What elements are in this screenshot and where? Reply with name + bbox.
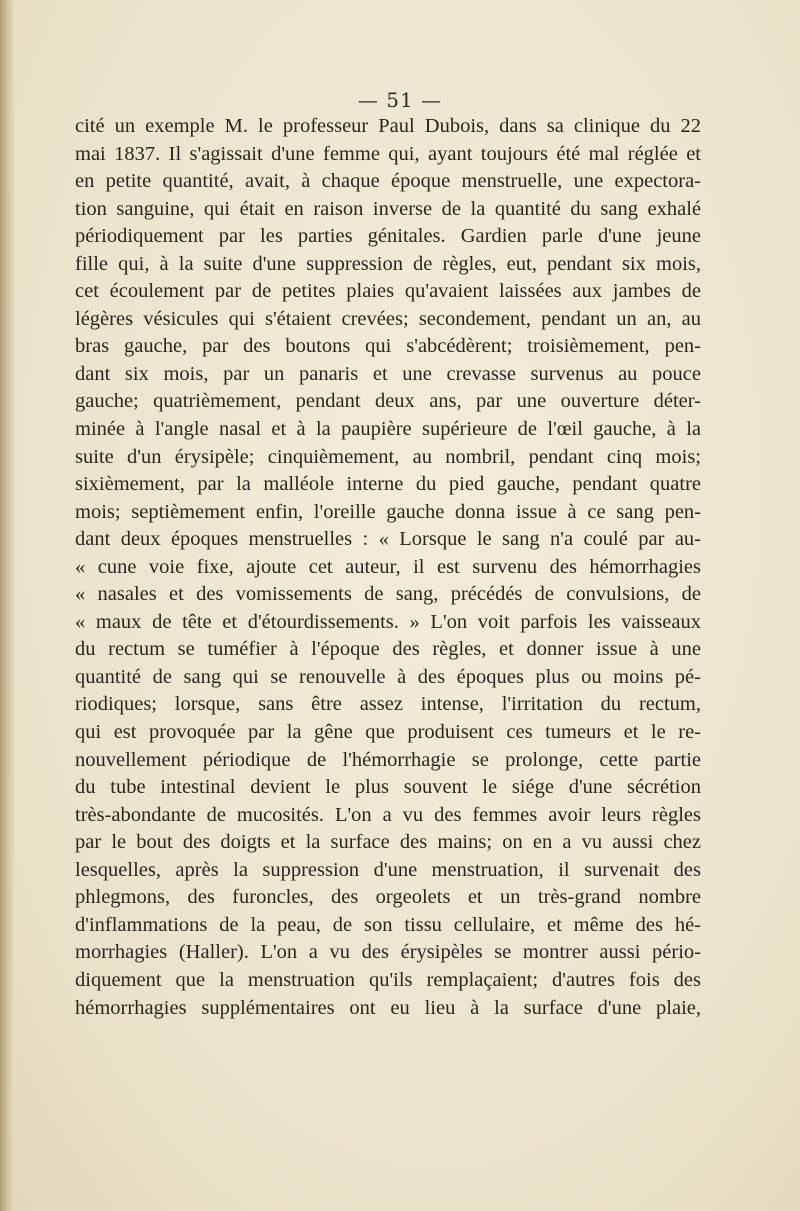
text-line: gauche; quatrièmement, pendant deux ans, par une ouverture déter- [75,390,701,413]
text-line: cet écoulement par de petites plaies qu'avaient laissées aux jambes de [75,280,701,303]
text-line: sixièmement, par la malléole interne du pied gauche, pendant quatre [75,473,701,496]
body-text [75,113,701,1022]
text-line: « cune voie fixe, ajoute cet auteur, il est survenu des hémorrhagies [75,555,701,578]
text-line: diquement que la menstruation qu'ils remplaçaient; d'autres fois des [75,968,701,991]
text-line: dant six mois, par un panaris et une crevasse survenus au pouce [75,362,701,385]
text-line: d'inflammations de la peau, de son tissu cellulaire, et même des hé- [75,913,701,936]
text-line: bras gauche, par des boutons qui s'abcédèrent; troisièmement, pen- [75,335,701,358]
text-line: qui est provoquée par la gêne que produisent ces tumeurs et le re- [75,721,701,744]
text-line: mai 1837. Il s'agissait d'une femme qui, ayant toujours été mal réglée et [75,142,701,165]
text-line: du rectum se tuméfier à l'époque des règles, et donner issue à une [75,638,701,661]
text-line: dant deux époques menstruelles : « Lorsque le sang n'a coulé par au- [75,528,701,551]
page-number: — 51 — [357,88,443,112]
text-line: hémorrhagies supplémentaires ont eu lieu à la surface d'une plaie, [75,996,701,1019]
text-line: « maux de tête et d'étourdissements. » L'on voit parfois les vaisseaux [75,610,701,633]
text-line: morrhagies (Haller). L'on a vu des érysipèles se montrer aussi pério- [75,941,701,964]
text-line: fille qui, à la suite d'une suppression de règles, eut, pendant six mois, [75,252,701,275]
text-line: quantité de sang qui se renouvelle à des époques plus ou moins pé- [75,665,701,688]
text-line: nouvellement périodique de l'hémorrhagie se prolonge, cette partie [75,748,701,771]
text-line: riodiques; lorsque, sans être assez intense, l'irritation du rectum, [75,693,701,716]
text-line: minée à l'angle nasal et à la paupière supérieure de l'œil gauche, à la [75,418,701,441]
text-line: par le bout des doigts et la surface des mains; on en a vu aussi chez [75,831,701,854]
text-line: lesquelles, après la suppression d'une menstruation, il survenait des [75,858,701,881]
text-line: du tube intestinal devient le plus souvent le siége d'une sécrétion [75,776,701,799]
text-line: très-abondante de mucosités. L'on a vu des femmes avoir leurs règles [75,803,701,826]
text-line: cité un exemple M. le professeur Paul Dubois, dans sa clinique du 22 [75,115,701,137]
text-line: légères vésicules qui s'étaient crevées; secondement, pendant un an, au [75,307,701,330]
text-line: suite d'un érysipèle; cinquièmement, au nombril, pendant cinq mois; [75,445,701,468]
text-line: tion sanguine, qui était en raison inverse de la quantité du sang exhalé [75,197,701,220]
text-line: mois; septièmement enfin, l'oreille gauche donna issue à ce sang pen- [75,500,701,523]
page-spine-shadow [0,0,14,1211]
text-line: phlegmons, des furoncles, des orgeolets et un très-grand nombre [75,886,701,909]
text-line: périodiquement par les parties génitales. Gardien parle d'une jeune [75,225,701,248]
text-line: « nasales et des vomissements de sang, précédés de convulsions, de [75,583,701,606]
text-line: en petite quantité, avait, à chaque époque menstruelle, une expectora- [75,170,701,193]
